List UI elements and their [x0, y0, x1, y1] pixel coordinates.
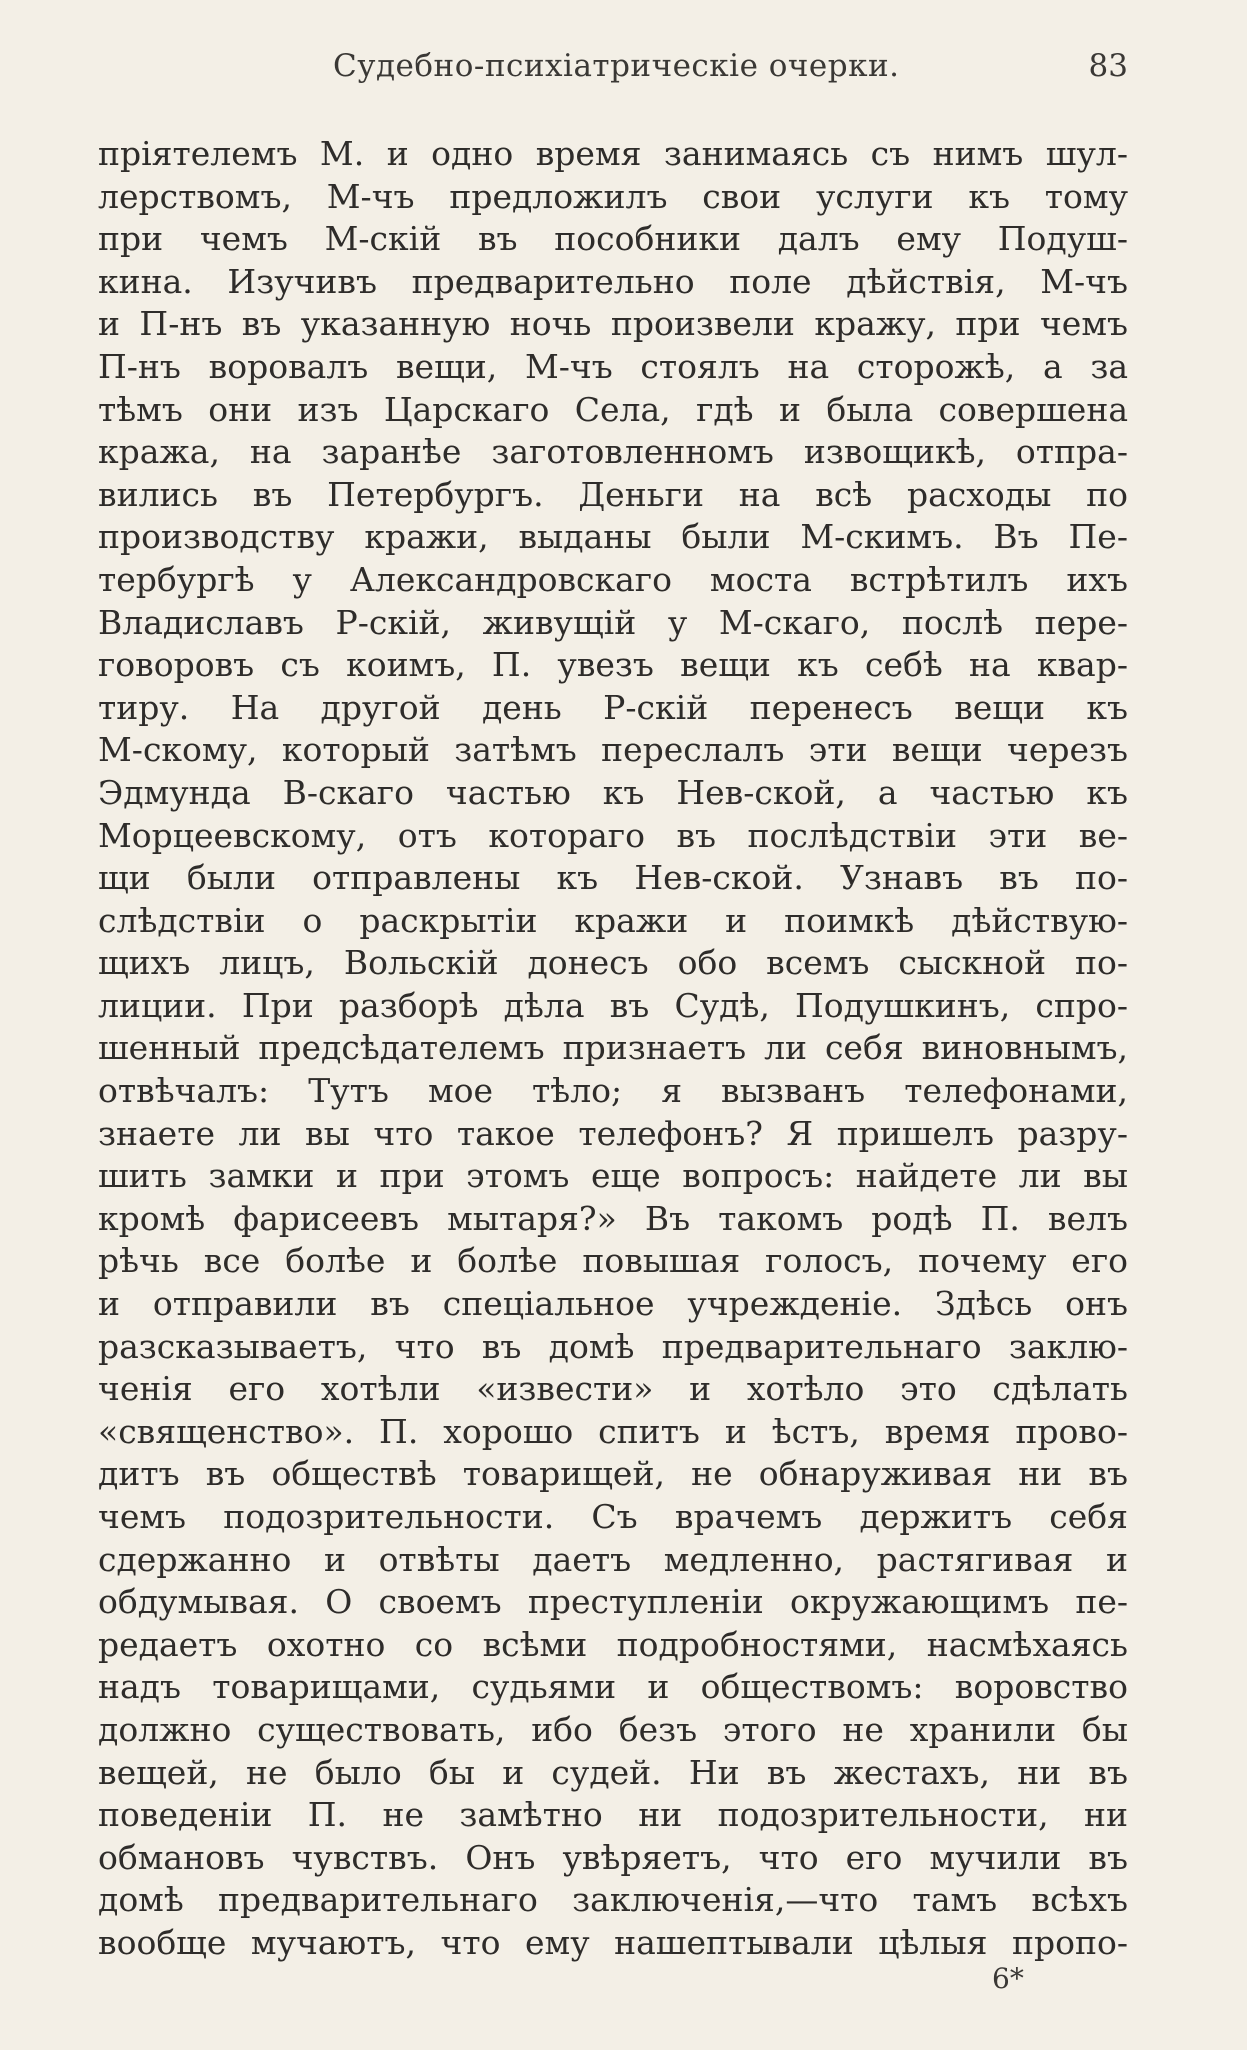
text-line: П-нъ воровалъ вещи, М-чъ стоялъ на сторожѣ, а за	[98, 346, 1128, 386]
text-line: производству кражи, выданы были М-скимъ. Въ Пе-	[98, 517, 1128, 557]
text-line: кража, на заранѣе заготовленномъ извощикѣ, отпра-	[98, 432, 1128, 472]
text-line: щи были отправлены къ Нев-ской. Узнавъ въ по-	[98, 858, 1128, 898]
text-line: тѣмъ они изъ Царскаго Села, гдѣ и была совершена	[98, 389, 1128, 429]
signature-mark: 6*	[992, 1962, 1024, 1995]
text-line: отвѣчалъ: Тутъ мое тѣло; я вызванъ телефонами,	[98, 1071, 1128, 1111]
text-line: разсказываетъ, что въ домѣ предварительнаго заклю-	[98, 1326, 1128, 1366]
text-line: кина. Изучивъ предварительно поле дѣйствія, М-чъ	[98, 261, 1128, 301]
text-line: сдержанно и отвѣты даетъ медленно, растягивая и	[98, 1539, 1128, 1579]
text-line: щихъ лицъ, Вольскій донесъ обо всемъ сыскной по-	[98, 943, 1128, 983]
text-line: лерствомъ, М-чъ предложилъ свои услуги къ тому	[98, 176, 1128, 216]
text-line: ченія его хотѣли «извести» и хотѣло это сдѣлать	[98, 1369, 1128, 1409]
text-line: дитъ въ обществѣ товарищей, не обнаруживая ни въ	[98, 1454, 1128, 1494]
text-line: тербургѣ у Александровскаго моста встрѣтилъ ихъ	[98, 559, 1128, 599]
text-line: и П-нъ въ указанную ночь произвели кражу, при чемъ	[98, 304, 1128, 344]
text-line: чемъ подозрительности. Съ врачемъ держитъ себя	[98, 1497, 1128, 1536]
text-line: лиции. При разборѣ дѣла въ Судѣ, Подушкинъ, спро-	[98, 985, 1128, 1025]
text-line: Морцеевскому, отъ котораго въ послѣдствіи эти ве-	[98, 815, 1128, 855]
text-line: при чемъ М-скій въ пособники далъ ему Подуш-	[98, 219, 1128, 259]
text-line: шить замки и при этомъ еще вопросъ: найдете ли вы	[98, 1156, 1128, 1196]
text-line: надъ товарищами, судьями и обществомъ: воровство	[98, 1667, 1128, 1707]
text-line: знаете ли вы что такое телефонъ? Я пришелъ разру-	[98, 1113, 1128, 1153]
text-line: Владиславъ Р-скій, живущій у М-скаго, послѣ пере-	[98, 602, 1128, 642]
text-line: редаетъ охотно со всѣми подробностями, насмѣхаясь	[98, 1624, 1128, 1664]
text-line: Эдмунда В-скаго частью къ Нев-ской, а частью къ	[98, 772, 1128, 812]
running-title: Судебно-психіатрическіе очерки.	[333, 48, 900, 84]
page-number: 83	[1088, 48, 1128, 84]
text-line: обмановъ чувствъ. Онъ увѣряетъ, что его мучили въ	[98, 1837, 1128, 1877]
text-line: вились въ Петербургъ. Деньги на всѣ расходы по	[98, 474, 1128, 514]
text-line: говоровъ съ коимъ, П. увезъ вещи къ себѣ на квар-	[98, 645, 1128, 685]
text-line: должно существовать, ибо безъ этого не хранили бы	[98, 1709, 1128, 1749]
text-line: вещей, не было бы и судей. Ни въ жестахъ, ни въ	[98, 1752, 1128, 1792]
text-line: тиру. На другой день Р-скій перенесъ вещи къ	[98, 687, 1128, 727]
text-line: и отправили въ спеціальное учрежденіе. Здѣсь онъ	[98, 1284, 1128, 1324]
text-line: рѣчь все болѣе и болѣе повышая голосъ, почему его	[98, 1241, 1128, 1281]
text-line: поведеніи П. не замѣтно ни подозрительности, ни	[98, 1795, 1128, 1835]
text-line: обдумывая. О своемъ преступленіи окружающимъ пе-	[98, 1582, 1128, 1622]
text-line: слѣдствіи о раскрытіи кражи и поимкѣ дѣйствую-	[98, 900, 1128, 940]
text-line: кромѣ фарисеевъ мытаря?» Въ такомъ родѣ П. велъ	[98, 1198, 1128, 1238]
text-line: пріятелемъ М. и одно время занимаясь съ нимъ шул-	[98, 134, 1128, 173]
text-line: «священство». П. хорошо спитъ и ѣстъ, время прово-	[98, 1411, 1128, 1451]
text-line: вообще мучаютъ, что ему нашептывали цѣлыя пропо-	[98, 1922, 1128, 1962]
text-line: домѣ предварительнаго заключенія,—что тамъ всѣхъ	[98, 1880, 1128, 1920]
text-line: М-скому, который затѣмъ переслалъ эти вещи черезъ	[98, 730, 1128, 770]
body-text	[98, 133, 1128, 1965]
text-line: шенный предсѣдателемъ признаетъ ли себя виновнымъ,	[98, 1028, 1128, 1068]
page-header	[98, 48, 1128, 98]
